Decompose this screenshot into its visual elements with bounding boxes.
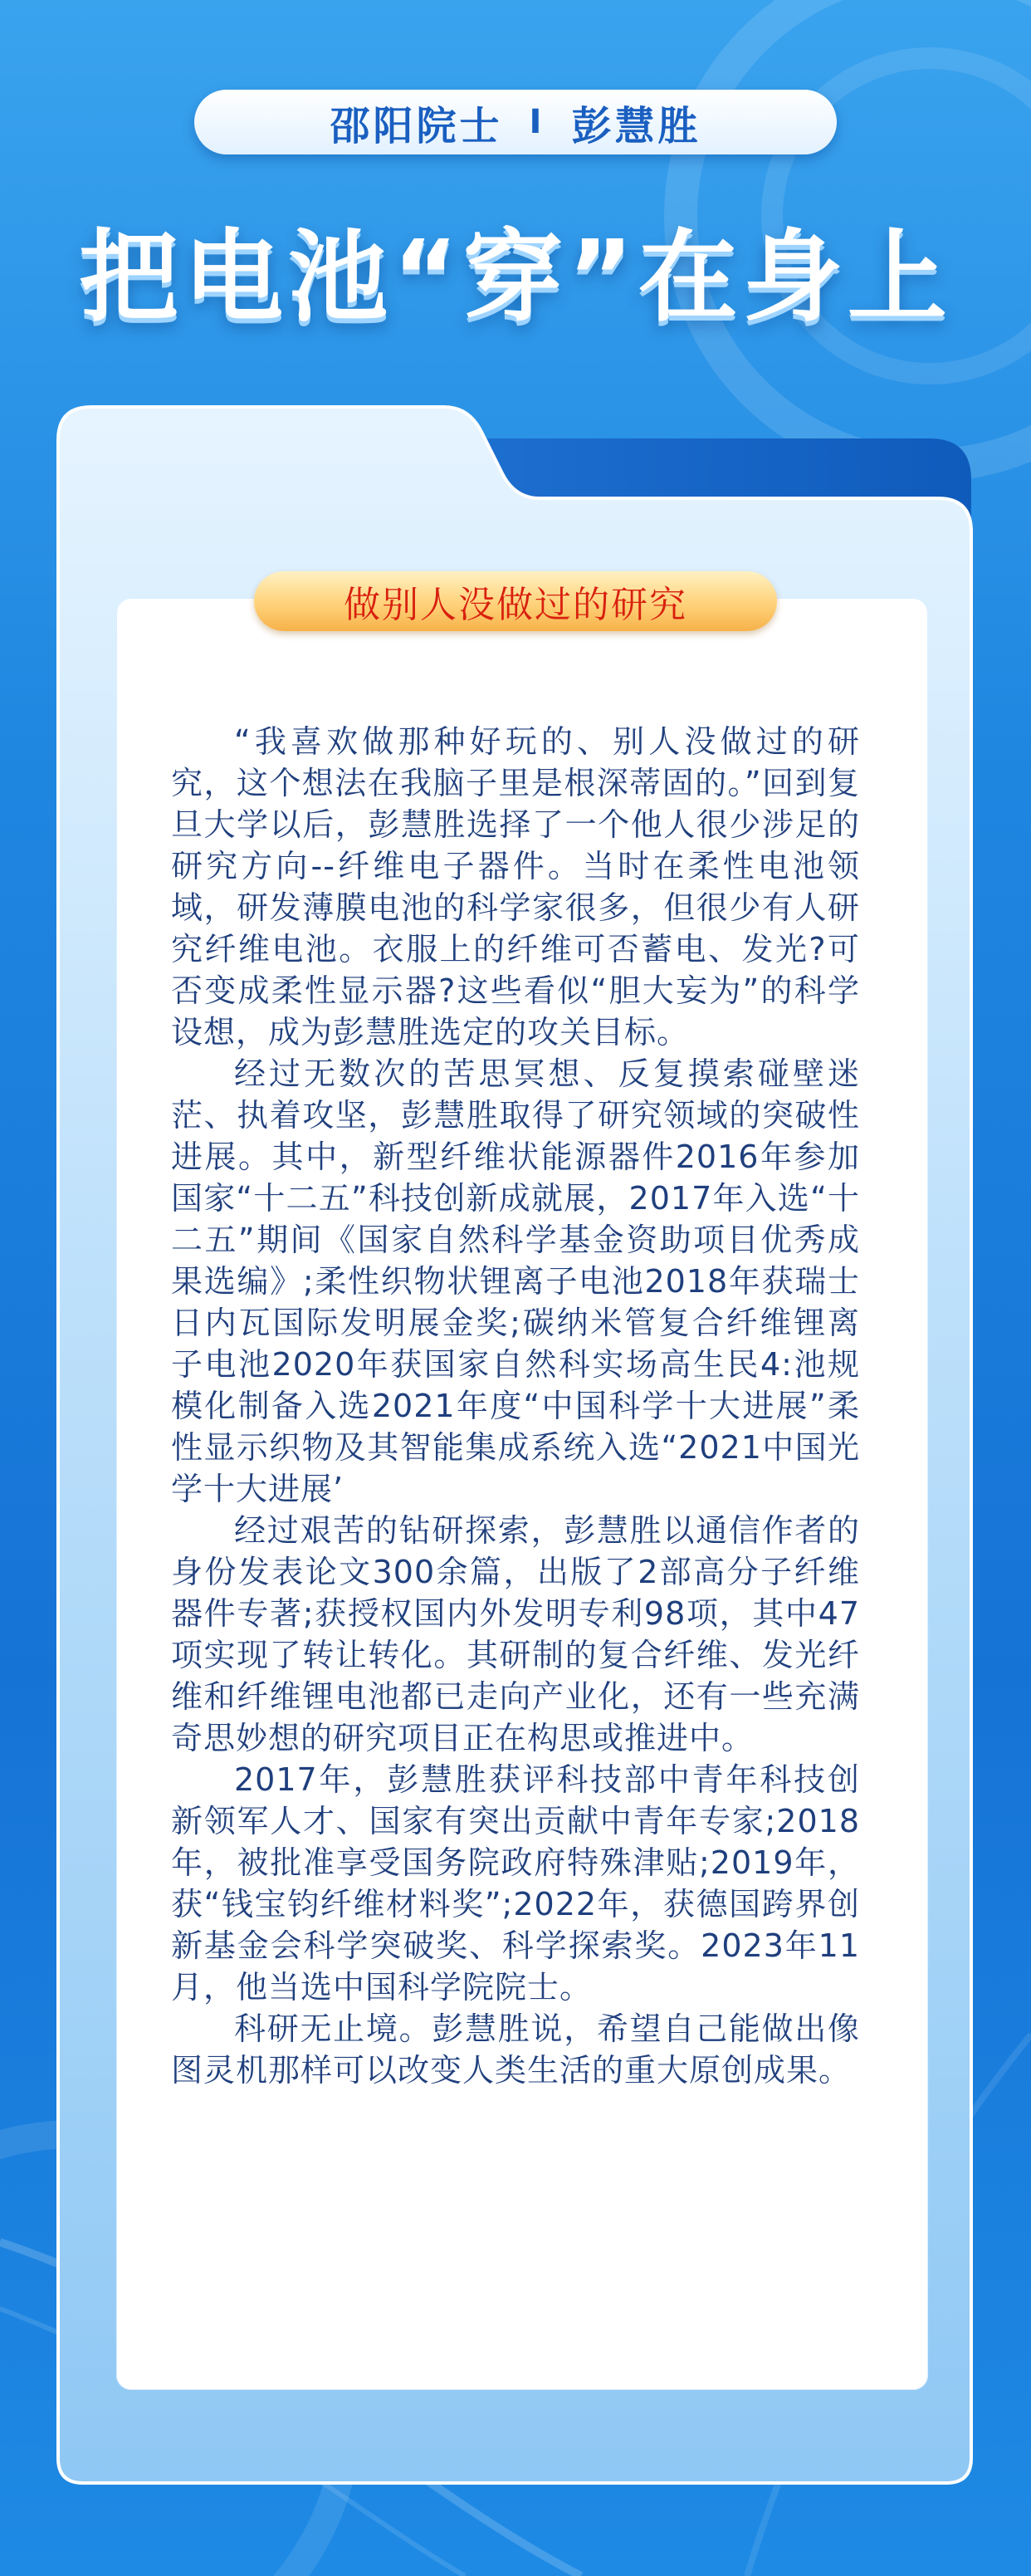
article-body <box>171 721 860 2091</box>
header-left-label: 邵阳院士 <box>330 102 503 149</box>
paragraph-3: 经过艰苦的钻研探索，彭慧胜以通信作者的身份发表论文300余篇，出版了2部高分子纤维器件专著;获授权国内外发明专利98项，其中47项实现了转让转化。其研制的复合纤维、发光纤维和纤维锂电池都已走向产业化，还有一些充满奇思妙想的研究项目正在构思或推进中。 <box>171 1512 860 1756</box>
header-right-label: 彭慧胜 <box>571 102 701 149</box>
paragraph-4: 2017年，彭慧胜获评科技部中青年科技创新领军人才、国家有突出贡献中青年专家;2018年，被批准享受国务院政府特殊津贴;2019年，获“钱宝钧纤维材料奖”;2022年，获德国跨界创新基金会科学突破奖、科学探索奖。2023年11月，他当选中国科学院院士。 <box>171 1761 860 2005</box>
header-separator: I <box>529 103 545 141</box>
page-title: 把电池“穿”在身上 <box>79 220 952 335</box>
paragraph-2: 经过无数次的苦思冥想、反复摸索碰壁迷茫、执着攻坚，彭慧胜取得了研究领域的突破性进展。其中，新型纤维状能源器件2016年参加国家“十二五”科技创新成就展，2017年入选“十二五”期间《国家自然科学基金资助项目优秀成果选编》;柔性织物状锂离子电池2018年获瑞士日内瓦国际发明展金奖;碳纳米管复合纤维锂离子电池2020年获国家自然科实场高生民4:池规模化制备入选2021年度“中国科学十大进展”柔性显示织物及其智能集成系统入选“2021中国光学十大进展’ <box>171 1055 860 1507</box>
section-title: 做别人没做过的研究 <box>254 571 777 631</box>
paragraph-1: “我喜欢做那种好玩的、别人没做过的研究，这个想法在我脑子里是根深蒂固的。”回到复旦大学以后，彭慧胜选择了一个他人很少涉足的研究方向--纤维电子器件。当时在柔性电池领域，研发薄膜电池的科学家很多，但很少有人研究纤维电池。衣服上的纤维可否蓄电、发光?可否变成柔性显示器?这些看似“胆大妄为”的科学设想，成为彭慧胜选定的攻关目标。 <box>171 723 860 1050</box>
paragraph-5: 科研无止境。彭慧胜说，希望自己能做出像图灵机那样可以改变人类生活的重大原创成果。 <box>171 2010 860 2089</box>
